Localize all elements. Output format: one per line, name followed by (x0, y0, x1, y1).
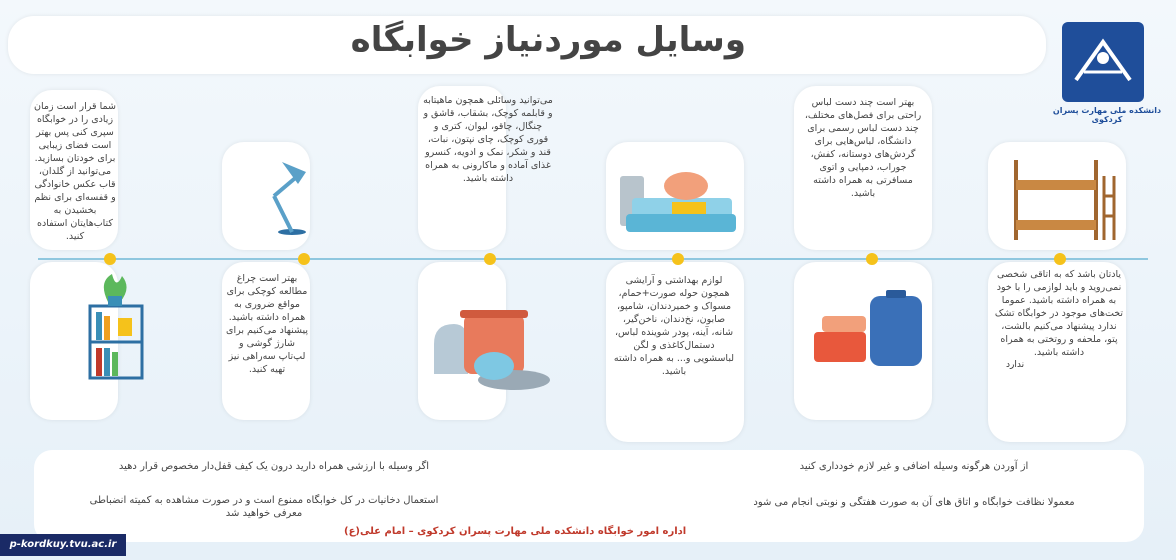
timeline-dot (484, 253, 496, 265)
title-bar (8, 16, 1046, 74)
site-url[interactable]: p-kordkuy.tvu.ac.ir (0, 534, 126, 556)
footer-extra-items-note: از آوردن هرگونه وسیله اضافی و غیر لازم خودداری کنید (799, 461, 1029, 472)
timeline-line (38, 258, 1148, 260)
footer-smoking-note: استعمال دخانیات در کل خوابگاه ممنوع است و در صورت مشاهده به کمیته انضباطی معرفی خواهید شد (89, 495, 439, 519)
toiletries-icon (612, 168, 742, 238)
overlay-word: ندارد (1006, 360, 1025, 370)
footer-valuables-note: اگر وسیله با ارزشی همراه دارید درون یک کیف قفل‌دار مخصوص قرار دهید (118, 461, 430, 472)
item-clothes-text: بهتر است چند دست لباس راحتی برای فصل‌های مختلف، چند دست لباس رسمی برای دانشگاه، لباس‌هایی برای گردش‌های دوستانه، کفش، جوراب، دمپایی و اتوی مسافرتی به همراه داشته باشید. (804, 97, 922, 199)
item-lamp-text: بهتر است چراغ مطالعه کوچکی برای مواقع ضروری به همراه داشته باشید. پیشنهاد می‌کنیم برای شارژ گوشی و لپ‌تاپ سه‌راهی نیز تهیه کنید. (226, 273, 308, 375)
item-decor-text: شما قرار است زمان زیادی را در خوابگاه سپری کنی پس بهتر است فضای زیبایی برای خودتان بسازید. می‌توانید از گلدان، قاب عکس خانوادگی و قفسه‌ای برای نظم بخشیدن به کتاب‌هایتان استفاده کنید. (34, 101, 116, 242)
logo-emblem-icon (1062, 22, 1144, 102)
item-kitchen-text: می‌توانید وسائلی همچون ماهیتابه و قابلمه کوچک، بشقاب، قاشق و چنگال، چاقو، لیوان، کتری و قوری کوچک، چای نپتون، نبات، قند و شکر، نمک و ادویه، کنسرو غذای آماده و ماکارونی به همراه داشته باشید. (423, 95, 553, 184)
bunk-bed-icon (1010, 156, 1118, 242)
luggage-icon (806, 288, 936, 368)
item-bed-text: یادتان باشد که به اتاقی شخصی نمی‌روید و باید لوازمی را با خود به همراه داشته باشید. عموما تخت‌های موجود در خوابگاه تشک ندارد پیشنهاد می‌کنیم بالشت، پتو، ملحفه و روتختی به همراه داشته باشید. (994, 269, 1124, 358)
footer-cleaning-note: معمولا نظافت خوابگاه و اتاق های آن به صورت هفتگی و نوبتی انجام می شود (753, 497, 1075, 508)
logo-caption: دانشکده ملی مهارت پسران کردکوی (1052, 106, 1162, 124)
desk-lamp-icon (240, 156, 310, 236)
timeline-dot (104, 253, 116, 265)
page-title: وسایل موردنیاز خوابگاه (350, 20, 746, 60)
item-toiletries-text: لوازم بهداشتی و آرایشی همچون حوله صورت+حمام، مسواک و خمیردندان، شامپو، صابون، نخ‌دندان، ناخن‌گیر، شانه، آینه، پودر شوینده لباس، دستمال‌کاغذی و لگن لباسشویی و... به همراه داشته باشید. (613, 275, 735, 377)
timeline-dot (298, 253, 310, 265)
footer-panel (34, 450, 1144, 542)
cookware-icon (424, 294, 554, 404)
timeline-dot (672, 253, 684, 265)
bookshelf-plant-icon (88, 272, 148, 380)
logo-mark (1062, 22, 1144, 102)
university-logo (1046, 22, 1168, 132)
footer-credit: اداره امور خوابگاه دانشکده ملی مهارت پسران کردکوی – امام علی(ع) (344, 526, 687, 537)
timeline-dot (1054, 253, 1066, 265)
timeline-dot (866, 253, 878, 265)
